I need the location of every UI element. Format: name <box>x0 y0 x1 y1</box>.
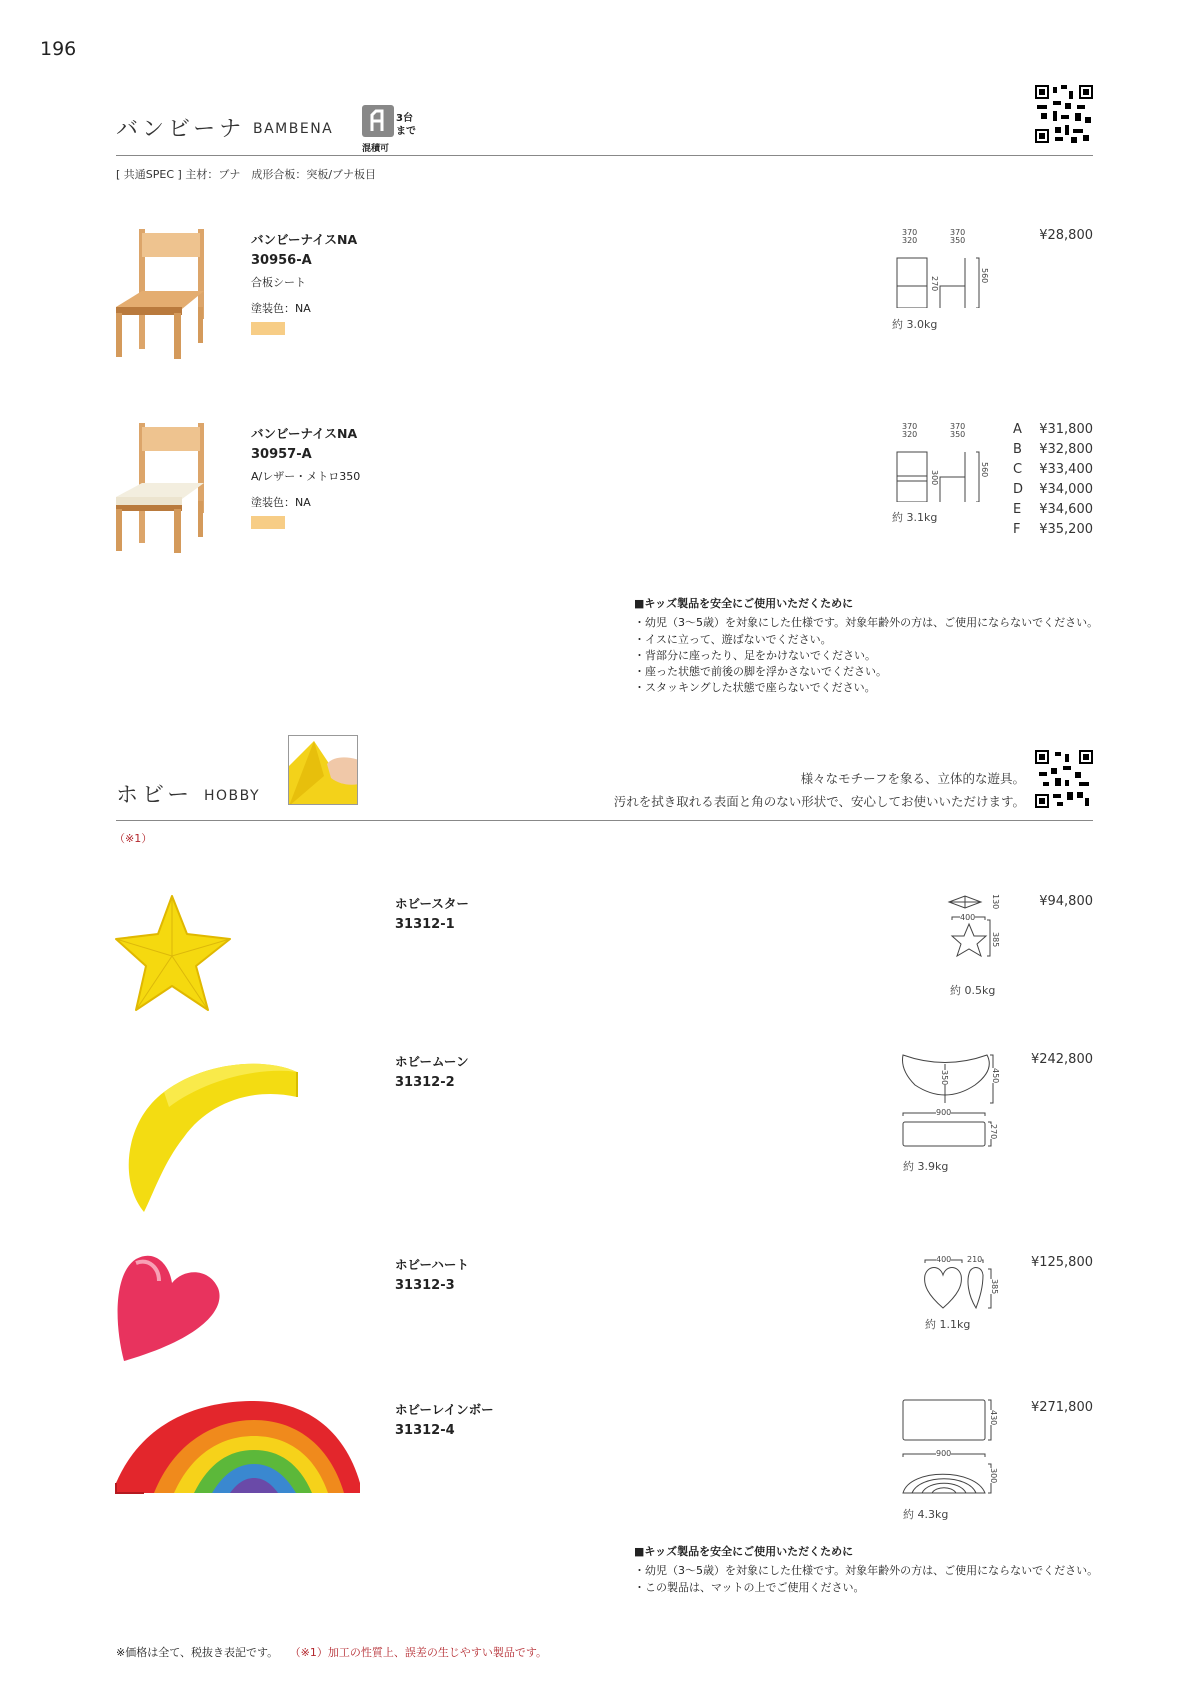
stack-unit-text: まで <box>396 126 416 137</box>
seat-type: 合板シート <box>251 276 306 289</box>
hobby-description <box>614 767 1025 813</box>
notice-line: ・スタッキングした状態で座らないでください。 <box>634 681 876 695</box>
safety-notice <box>634 596 1098 697</box>
safety-notice <box>634 1544 1098 1596</box>
price: ¥125,800 <box>1030 1255 1093 1270</box>
weight: 約 3.0kg <box>892 318 938 331</box>
hobby-thumbnail-image <box>288 735 358 805</box>
dim-seat-width: 320 <box>902 430 918 439</box>
error-note: （※1）加工の性質上、誤差の生じやすい製品です。 <box>289 1646 547 1659</box>
dim-width: 900 <box>936 1449 952 1458</box>
product-name: ホビースター <box>395 896 469 911</box>
star-toy-image <box>114 894 234 1014</box>
rainbow-toy-image <box>114 1398 364 1503</box>
notice-line: ・幼児（3～5歳）を対象にした仕様です。対象年齢外の方は、ご使用にならないでください。 <box>634 1564 1099 1578</box>
price-row <box>1013 520 1093 540</box>
dim-inner-depth: 350 <box>940 1070 949 1086</box>
dim-width: 370 <box>902 228 918 237</box>
product-name: ホビームーン <box>395 1054 469 1069</box>
product-code: 31312-2 <box>395 1075 455 1090</box>
section-title-en: HOBBY <box>204 788 261 804</box>
dim-height: 385 <box>990 1279 999 1295</box>
section-divider <box>116 155 1093 156</box>
color-swatch-na[interactable] <box>251 322 285 335</box>
product-code: 30956-A <box>251 253 312 268</box>
grade: E <box>1013 502 1022 517</box>
description-line: 汚れを拭き取れる表面と角のない形状で、安心してお使いいただけます。 <box>613 794 1025 809</box>
weight: 約 3.1kg <box>892 511 938 524</box>
section-title-jp: バンビーナ <box>116 117 246 142</box>
weight: 約 4.3kg <box>903 1508 949 1521</box>
description-line: 様々なモチーフを象る、立体的な遊具。 <box>800 771 1025 786</box>
dim-depth: 210 <box>967 1255 983 1264</box>
price: ¥32,800 <box>1039 442 1093 457</box>
product-code: 31312-3 <box>395 1278 455 1293</box>
common-spec: [ 共通SPEC ] 主材：ブナ 成形合板：突板/ブナ板目 <box>116 168 377 181</box>
grade: B <box>1013 442 1022 457</box>
product-code: 31312-1 <box>395 917 455 932</box>
qr-code[interactable] <box>1035 85 1093 143</box>
dim-height: 560 <box>980 462 989 478</box>
product-name: ホビーハート <box>395 1257 469 1272</box>
weight: 約 0.5kg <box>950 984 996 997</box>
stack-chair-icon <box>362 105 394 137</box>
page-number: 196 <box>40 38 77 60</box>
notice-line: ・背部分に座ったり、足をかけないでください。 <box>634 648 876 662</box>
moon-toy-image <box>114 1052 299 1217</box>
price-row <box>1013 460 1093 480</box>
product-name: ホビーレインボー <box>395 1402 494 1417</box>
dim-depth: 430 <box>989 1410 998 1426</box>
chair-wood-seat-image <box>114 227 214 362</box>
notice-line: ・座った状態で前後の脚を浮かさないでください。 <box>634 665 887 679</box>
dim-height: 300 <box>989 1468 998 1484</box>
price: ¥34,000 <box>1039 482 1093 497</box>
price-row <box>1013 500 1093 520</box>
price: ¥31,800 <box>1039 422 1093 437</box>
notice-line: ・この製品は、マットの上でご使用ください。 <box>634 1580 865 1594</box>
stack-label: 混積可 <box>362 144 390 154</box>
chair-leather-seat-image <box>114 421 214 556</box>
dim-width: 900 <box>936 1108 952 1117</box>
finish-color: 塗装色：NA <box>251 496 311 509</box>
notice-title: ■キッズ製品を安全にご使用いただくために <box>634 597 854 610</box>
dim-seat-depth: 350 <box>950 236 966 245</box>
section-divider <box>116 820 1093 821</box>
stack-count-text: 3台 <box>396 113 413 124</box>
weight: 約 3.9kg <box>903 1160 949 1173</box>
note-mark: （※1） <box>114 832 153 845</box>
product-code: 31312-4 <box>395 1423 455 1438</box>
price: ¥35,200 <box>1039 522 1093 537</box>
dim-height: 385 <box>991 932 1000 948</box>
price-row <box>1013 480 1093 500</box>
dim-height: 270 <box>989 1124 998 1140</box>
price: ¥34,600 <box>1039 502 1093 517</box>
seat-type: A/レザー・メトロ350 <box>251 470 361 483</box>
dim-depth: 450 <box>991 1068 1000 1084</box>
dim-seat-width: 320 <box>902 236 918 245</box>
price-row <box>1013 440 1093 460</box>
section-title-jp: ホビー <box>116 783 194 808</box>
price: ¥242,800 <box>1030 1052 1093 1067</box>
dim-seat-height: 270 <box>930 276 939 292</box>
weight: 約 1.1kg <box>925 1318 971 1331</box>
dim-thickness: 130 <box>991 894 1000 910</box>
notice-line: ・幼児（3～5歳）を対象にした仕様です。対象年齢外の方は、ご使用にならないでください。 <box>634 616 1099 630</box>
footer-notes <box>116 1644 547 1660</box>
dimension-diagram <box>890 422 990 502</box>
price-row <box>1013 420 1093 440</box>
grade: A <box>1013 422 1022 437</box>
qr-code[interactable] <box>1035 750 1093 808</box>
price: ¥33,400 <box>1039 462 1093 477</box>
notice-line: ・イスに立って、遊ばないでください。 <box>634 632 832 646</box>
dim-depth: 370 <box>950 228 966 237</box>
dim-height: 560 <box>980 268 989 284</box>
dim-width: 400 <box>936 1255 952 1264</box>
price: ¥94,800 <box>1039 894 1093 909</box>
tax-note: ※価格は全て、税抜き表記です。 <box>116 1646 279 1659</box>
dim-width: 370 <box>902 422 918 431</box>
color-swatch-na[interactable] <box>251 516 285 529</box>
dim-width: 400 <box>960 913 976 922</box>
section-title-en: BAMBENA <box>253 121 334 137</box>
dim-seat-depth: 350 <box>950 430 966 439</box>
price-list <box>1013 420 1093 540</box>
heart-toy-image <box>114 1253 224 1365</box>
product-name: バンビーナイスNA <box>251 426 358 441</box>
dim-seat-height: 300 <box>930 470 939 486</box>
finish-color: 塗装色：NA <box>251 302 311 315</box>
product-code: 30957-A <box>251 447 312 462</box>
price: ¥28,800 <box>1039 228 1093 243</box>
grade: F <box>1013 522 1021 537</box>
grade: D <box>1013 482 1024 497</box>
notice-title: ■キッズ製品を安全にご使用いただくために <box>634 1545 854 1558</box>
price: ¥271,800 <box>1030 1400 1093 1415</box>
product-name: バンビーナイスNA <box>251 232 358 247</box>
stack-count <box>396 112 416 138</box>
dim-depth: 370 <box>950 422 966 431</box>
grade: C <box>1013 462 1023 477</box>
